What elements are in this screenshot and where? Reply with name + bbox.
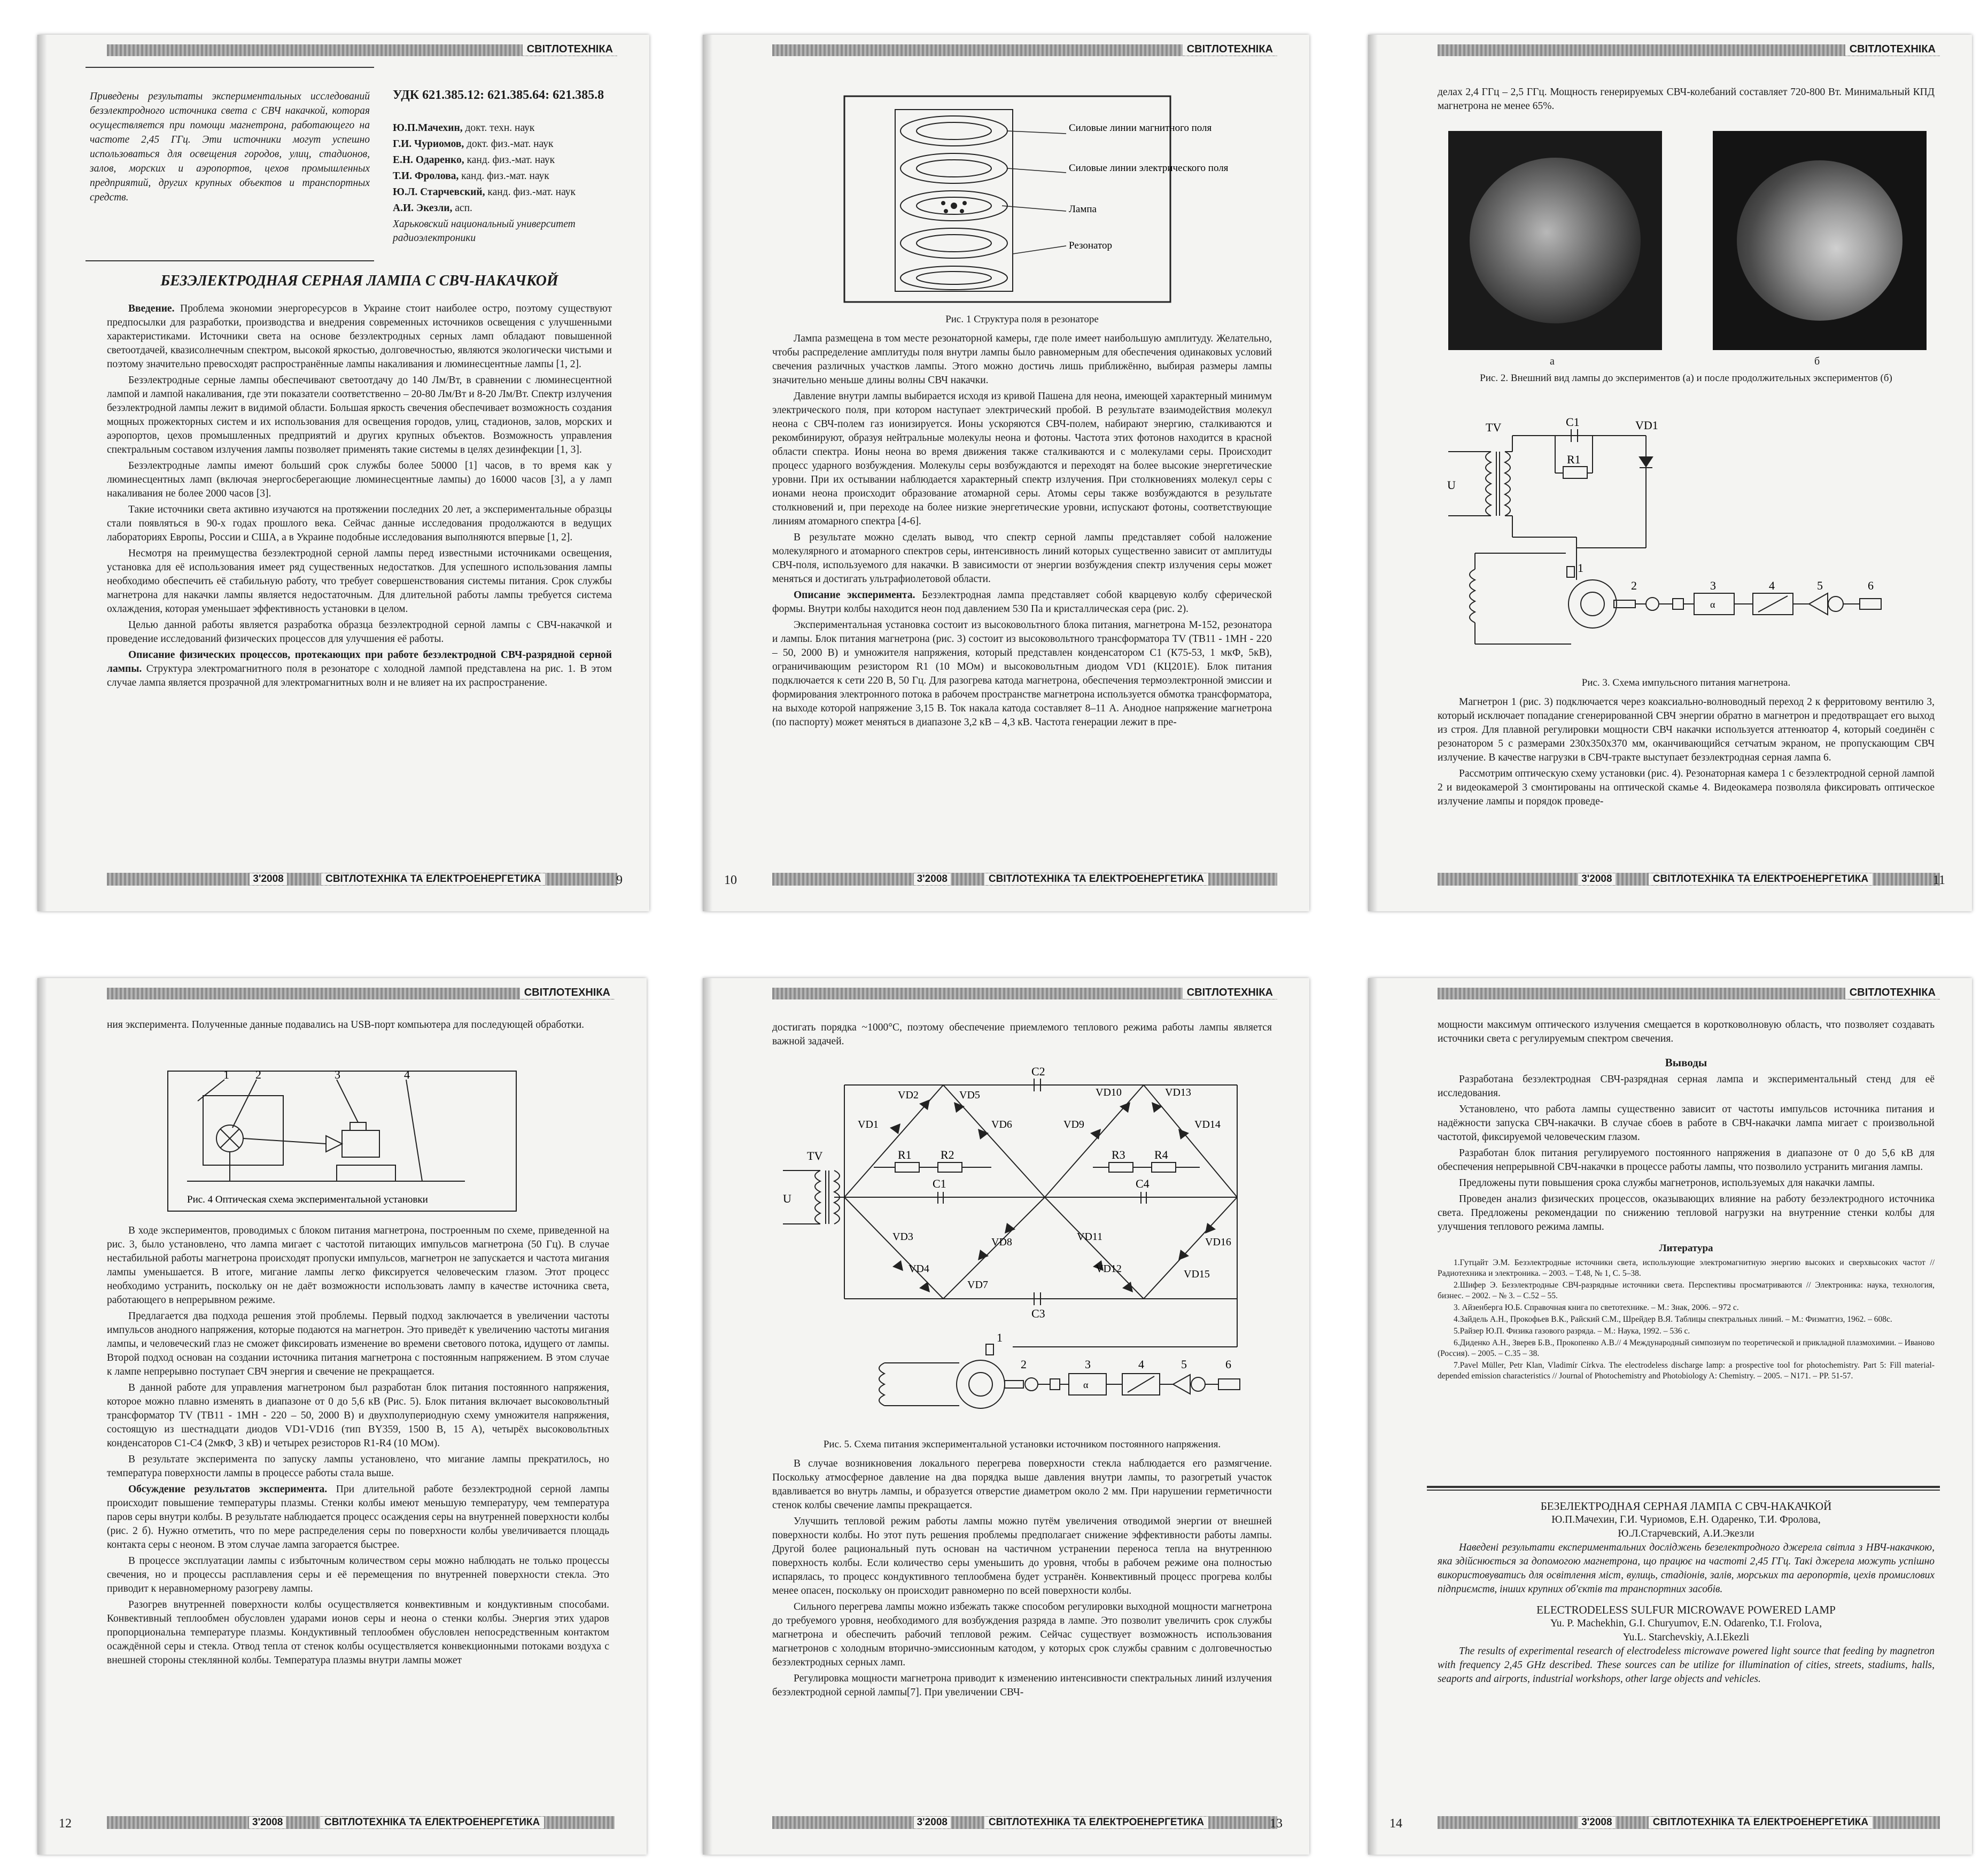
running-header: СВІТЛОТЕХНІКА bbox=[523, 43, 617, 56]
body-text bbox=[772, 313, 1272, 732]
issue-number: 3'2008 bbox=[1578, 873, 1615, 885]
journal-name: СВІТЛОТЕХНІКА ТА ЕЛЕКТРОЕНЕРГЕТИКА bbox=[984, 873, 1208, 885]
filament-winding bbox=[1470, 569, 1475, 623]
conclusion-item: Разработан блок питания регулируемого постоянного напряжения в диапазоне от 0 до 5,6 кВ для обеспечения непрерывной СВЧ-накачки в процессе работы лампы, что позволило устранить мигания лампы. bbox=[1438, 1148, 1935, 1173]
label-vd6: VD6 bbox=[991, 1119, 1012, 1130]
page-10 bbox=[703, 35, 1309, 911]
author-degree: канд. физ.-мат. наук bbox=[485, 187, 576, 198]
page-footer-band bbox=[107, 873, 617, 886]
paragraph: Предлагается два подхода решения этой проблемы. Первый подход заключается в увеличении частоты импульсов анодного напряжения, которые подаются на магнетрон. Это приведёт к увеличению частоты мигания лампы, и человеческий глаз не сможет фиксировать изменение во времени светового потока, идущего от лампы. Второй подход основан на создании источника питания магнетрона с постоянным напряжением. В этом случае к лампе непрерывно поступает СВЧ энергия и свечение не прекращается. bbox=[107, 1311, 609, 1377]
article-title: БЕЗЭЛЕКТРОДНАЯ СЕРНАЯ ЛАМПА С СВЧ-НАКАЧКОЙ bbox=[160, 273, 558, 289]
label-vd13: VD13 bbox=[1165, 1087, 1191, 1098]
paragraph: Экспериментальная установка состоит из высоковольтного блока питания, магнетрона М-152, резонатора и лампы. Блок питания магнетрона (рис. 3) состоит из высоковольтного трансформатора TV (ТВ11 - 1МН - 220 – 50, 2000 В) и умножителя напряжения, который представлен конденсатором С1 (К75-53, 1 мкФ, 5кВ), ограничивающим резистором R1 (10 МОм) и высоковольтным диодом VD1 (КЦ201Е). Блок питания подключается к сети 220 В, 50 Гц. Для разогрева катода магнетрона, обеспечения термоэлектронной эмиссии и формирования электронного потока в рабочем пространстве магнетрона используется обмотка трансформатора, на выходе которой напряжение 3,15 В. Ток накала катода составляет 8–11 А. Анодное напряжение магнетрона (по паспорту) может меняться в диапазоне 3,2 кВ – 4,3 кВ. Частота генерации лежит в пре- bbox=[772, 619, 1272, 728]
label-c1: C1 bbox=[933, 1177, 946, 1190]
page-number: 14 bbox=[1389, 1817, 1402, 1831]
ua-authors: Ю.Л.Старчевский, А.И.Экезли bbox=[1618, 1528, 1754, 1539]
udk-code: УДК 621.385.12: 621.385.64: 621.385.8 bbox=[393, 88, 604, 102]
paragraph: Несмотря на преимущества безэлектродной серной лампы перед известными источниками освещения, установка для её использования имеет ряд существенных недостатков. Для успешного использования лампы необходимо обеспечить её стабильную работу, что требует совершенствования системы питания. Срок службы магнетрона для накачки лампы является недостаточным. Для длительной работы лампы требуется система охлаждения, которая уменьшает эффективность установки в целом. bbox=[107, 548, 612, 615]
lamp-bulb bbox=[1470, 158, 1641, 323]
author-entry bbox=[393, 200, 576, 216]
paragraph: Улучшить тепловой режим работы лампы можно путём увеличения отводимой энергии от внешней поверхности колбы. Но этот путь решения проблемы предполагает снижение эффективности работы лампы. Другой более рациональный путь основан на частичном устранении переноса тепла на внутреннюю поверхность колбы. Если количество серы уменьшить до уровня, чтобы в рабочем режиме она полностью испарялась, то процесс кондуктивного теплообмена будет устранён. Конвективный процесс прогрева колбы менее опасен, поскольку он происходит равномерно по всей поверхности колбы. bbox=[772, 1516, 1272, 1596]
reference-item: 4.Зайдель А.Н., Прокофьев В.К., Райский С.М., Шрейдер В.Я. Таблицы спектральных линий. – М.: Физматгиз, 1962. – 608с. bbox=[1454, 1315, 1892, 1324]
issue-number: 3'2008 bbox=[250, 873, 286, 885]
issue-number: 3'2008 bbox=[914, 1817, 951, 1828]
author-entry bbox=[393, 184, 576, 200]
paragraph: В процессе эксплуатации лампы с избыточным количеством серы можно наблюдать не только процессы свечения, но и процессы расплавления серы и её перемещения по внутренней поверхности стекла. Это приводит к неравномерному разогреву лампы. bbox=[107, 1555, 609, 1594]
page-header-band bbox=[772, 988, 1277, 999]
label-2: 2 bbox=[255, 1068, 261, 1081]
paragraph: Целью данной работы является разработка образца безэлектродной серной лампы с СВЧ-накачкой и проведение исследований физических процессов для улучшения её работы. bbox=[107, 619, 612, 645]
author-list bbox=[393, 120, 576, 216]
page-number: 12 bbox=[59, 1817, 72, 1831]
author-entry bbox=[393, 136, 576, 152]
author-entry bbox=[393, 120, 576, 136]
running-header: СВІТЛОТЕХНІКА bbox=[1845, 43, 1940, 56]
journal-name: СВІТЛОТЕХНІКА ТА ЕЛЕКТРОЕНЕРГЕТИКА bbox=[320, 1817, 544, 1828]
label-vd5: VD5 bbox=[959, 1089, 980, 1101]
photo-label-b: б bbox=[1814, 355, 1820, 367]
resonator-body bbox=[895, 110, 1013, 291]
page-header-band bbox=[107, 988, 615, 999]
page-header-band bbox=[1438, 988, 1940, 999]
author-name: Ю.П.Мачехин, bbox=[393, 122, 463, 134]
page-footer-band bbox=[1438, 873, 1940, 886]
conclusions-heading: Выводы bbox=[1665, 1056, 1707, 1069]
paragraph: Структура электромагнитного поля в резонаторе с холодной лампой представлена на рис. 1. В этом случае лампа является прозрачной для электромагнитных волн и не влияет на их распространение. bbox=[107, 663, 612, 688]
author-entry bbox=[393, 152, 576, 168]
photo-label-a: а bbox=[1550, 355, 1555, 367]
page-number: 10 bbox=[724, 873, 737, 887]
journal-name: СВІТЛОТЕХНІКА ТА ЕЛЕКТРОЕНЕРГЕТИКА bbox=[321, 873, 545, 885]
label-vd14: VD14 bbox=[1194, 1119, 1221, 1130]
label-vd10: VD10 bbox=[1096, 1087, 1122, 1098]
en-authors: Yu.L. Starchevskiy, A.I.Ekezli bbox=[1622, 1632, 1750, 1643]
section-heading: Обсуждение результатов эксперимента. bbox=[128, 1484, 328, 1495]
paragraph: В ходе экспериментов, проводимых с блоком питания магнетрона, построенным по схеме, приведенной на рис. 3, было установлено, что лампа мигает с частотой питающих импульсов магнетрона (50 Гц). В случае нестабильной работы магнетрона происходят пропуски импульсов, магнетрон не запускается и частота мигания лампы уменьшается. В итоге, мигание лампы легко фиксируется человеческим глазом. Этот процесс необходимо устранить, поскольку он не даёт возможности использовать лампу в качестве источника света, работающего в непрерывном режиме. bbox=[107, 1225, 609, 1306]
paragraph: Лампа размещена в том месте резонаторной камеры, где поле имеет наибольшую амплитуду. Желательно, чтобы распределение амплитуды поля внутри лампы было равномерным для обеспечения одинаковых условий свечения различных участков лампы. Этого можно достичь лишь приближённо, выбирая размеры лампы значительно меньше длины волны СВЧ накачки. bbox=[772, 333, 1272, 386]
label-c1: C1 bbox=[1566, 415, 1580, 429]
figure-3-circuit bbox=[1443, 415, 1924, 671]
ua-title: БЕЗЕЛЕКТРОДНАЯ СЕРНАЯ ЛАМПА С СВЧ-НАКАЧКОЙ bbox=[1540, 1500, 1832, 1513]
paragraph: В результате можно сделать вывод, что спектр серной лампы представляет собой наложение молекулярного и атомарного спектров серы, интенсивность линий которых существенно зависит от амплитуды СВЧ-поля, используемого для накачки. В зависимости от энергии возбуждения спектр излучения серы может меняться и достигать ультрафиолетовой области. bbox=[772, 532, 1272, 585]
paragraph: Разогрев внутренней поверхности колбы осуществляется конвективным и кондуктивным способами. Конвективный теплообмен обусловлен ударами ионов серы и неона о стенки колбы. Энергия этих ударов пропорциональна температуре плазмы. Кондуктивный теплообмен обусловлен непосредственным контактом осаждённой серы и стекла. Отвод тепла от стенок колбы осуществляется конвекционными потоками воздуха с внешней стороны стеклянной колбы. Температура плазмы внутри лампы может bbox=[107, 1599, 609, 1666]
label-alpha: α bbox=[1710, 599, 1715, 610]
figure-5-caption: Рис. 5. Схема питания экспериментальной установки источником постоянного напряжения. bbox=[823, 1439, 1221, 1450]
page-number: 11 bbox=[1932, 873, 1945, 887]
label-1: 1 bbox=[997, 1331, 1003, 1344]
conclusion-item: Предложены пути повышения срока службы магнетронов, используемых для накачки лампы. bbox=[1459, 1177, 1875, 1189]
figure-5-circuit bbox=[778, 1064, 1259, 1427]
tv-primary bbox=[815, 1170, 820, 1224]
author-degree: канд. физ.-мат. наук bbox=[459, 170, 549, 182]
label-vd4: VD4 bbox=[908, 1263, 929, 1275]
label-electric: Силовые линии электрического поля bbox=[1069, 162, 1229, 174]
body-text bbox=[772, 1438, 1272, 1702]
label-vd12: VD12 bbox=[1096, 1263, 1122, 1275]
label-1: 1 bbox=[223, 1068, 229, 1081]
author-name: Ю.Л. Старчевский, bbox=[393, 187, 485, 198]
label-vd8: VD8 bbox=[991, 1236, 1012, 1248]
paragraph: При длительной работе безэлектродной серной лампы происходит повышение температуры плазмы. Стенки колбы имеют меньшую температуру, чем температура паров серы внутри колбы. В результате наблюдается процесс осаждения серы на внутренней поверхности колбы (рис. 2 б). Нужно отметить, что по мере распределения серы по поверхности колбы увеличивается площадь контакта серы с неоном. В этом случае лампа загорается быстрее. bbox=[107, 1484, 610, 1551]
lamp-center bbox=[941, 201, 967, 213]
label-vd9: VD9 bbox=[1063, 1119, 1084, 1130]
page-footer-band bbox=[107, 1816, 615, 1829]
figure-4-optical-scheme bbox=[166, 1069, 518, 1213]
page-9 bbox=[37, 35, 649, 911]
page-13 bbox=[703, 978, 1309, 1855]
en-title: ELECTRODELESS SULFUR MICROWAVE POWERED LAMP bbox=[1536, 1603, 1836, 1616]
label-2: 2 bbox=[1021, 1358, 1027, 1371]
diode-glyphs bbox=[890, 1099, 1216, 1292]
paragraph: Такие источники света активно изучаются на протяжении последних 20 лет, а экспериментальные образцы стали появляться в 90-х годах прошлого века. Сейчас данные исследования продолжаются в ведущих лабораториях Европы, России и США, а в Украине подобные исследования выполняются впервые [1, 2]. bbox=[107, 504, 612, 543]
label-u: U bbox=[783, 1192, 791, 1205]
page-number: 9 bbox=[616, 873, 623, 887]
author-degree: асп. bbox=[452, 203, 472, 214]
author-name: Т.И. Фролова, bbox=[393, 170, 459, 182]
paragraph: Регулировка мощности магнетрона приводит к изменению интенсивности спектральных линий излучения безэлектродной серной лампы[7]. При увеличении СВЧ- bbox=[772, 1673, 1272, 1698]
section-heading: Описание физических процессов, протекающих при работе безэлектродной СВЧ-разрядной серной лампы. bbox=[107, 649, 612, 675]
label-6: 6 bbox=[1225, 1358, 1231, 1371]
paragraph: ния эксперимента. Полученные данные подавались на USB-порт компьютера для последующей обработки. bbox=[107, 1019, 585, 1030]
body-text bbox=[107, 302, 612, 692]
running-header: СВІТЛОТЕХНІКА bbox=[1183, 43, 1277, 56]
intro-heading: Введение. bbox=[128, 303, 175, 314]
label-c4: C4 bbox=[1136, 1177, 1150, 1190]
figure-2-caption: Рис. 2. Внешний вид лампы до экспериментов (а) и после продолжительных экспериментов (б) bbox=[1480, 373, 1892, 384]
running-header: СВІТЛОТЕХНІКА bbox=[520, 987, 615, 999]
label-1: 1 bbox=[1578, 561, 1583, 575]
running-header: СВІТЛОТЕХНІКА bbox=[1183, 987, 1277, 999]
paragraph: мощности максимум оптического излучения смещается в коротковолновую область, что позволяет создавать источники света с регулируемым спектром свечения. bbox=[1438, 1019, 1935, 1044]
paragraph: Безэлектродные серные лампы обеспечивают светоотдачу до 140 Лм/Вт, в сравнении с люминесцентной лампой и лампой накаливания, где эти показатели соответственно – 20-80 Лм/Вт и 8-20 Лм/Вт. Спектр излучения безэлектродной лампы лежит в видимой области. Большая яркость свечения обеспечивает возможность создания мощных прожекторных систем и их использования для освещения городов, улиц, стадионов, залов, морских и аэропортов, цехов промышленных предприятий и других крупных объектов. Возможность управления спектральным составом излучения лампы позволяет применять такие системы в целях дезинфекции [1, 3]. bbox=[107, 375, 612, 455]
label-c2: C2 bbox=[1031, 1065, 1045, 1078]
issue-number: 3'2008 bbox=[914, 873, 951, 885]
author-degree: докт. физ.-мат. наук bbox=[464, 138, 554, 150]
label-3: 3 bbox=[1710, 579, 1716, 592]
label-r1: R1 bbox=[1567, 453, 1581, 466]
issue-number: 3'2008 bbox=[1578, 1817, 1615, 1828]
label-vd2: VD2 bbox=[898, 1089, 919, 1101]
tv-secondary bbox=[1505, 452, 1510, 516]
affiliation: Харьковский национальный университет радиоэлектроники bbox=[393, 219, 576, 244]
label-tv: TV bbox=[1486, 421, 1502, 434]
page-footer-band bbox=[1438, 1816, 1940, 1829]
conclusion-item: Проведен анализ физических процессов, оказывающих влияние на работу безэлектродного источника света. Предложены рекомендации по снижению тепловой нагрузки на внутренние стенки колбы для улучшения теплового режима лампы. bbox=[1438, 1193, 1935, 1232]
conclusion-item: Установлено, что работа лампы существенно зависит от частоты импульсов источника питания и надёжности запуска СВЧ-накачки. В случае сбоев в работе в СВЧ-накачки лампа мигает с произвольной частотой, фиксируемой человеческим глазом. bbox=[1438, 1104, 1935, 1143]
paragraph: В данной работе для управления магнетроном был разработан блок питания постоянного напряжения, которое можно плавно изменять в диапазоне от 0 до 5,6 кВ (Рис. 5). Блок питания включает высоковольтный трансформатор TV (ТВ11 - 1МН - 220 – 50, 2000 В) и двухполупериодную схему умножителя напряжения, состоящую из шестнадцати диодов VD1-VD16 (тип BY359, 1500 В, 15 А), четырёх высоковольтных конденсаторов С1-С4 (2мкФ, 3 кВ) и четырех резисторов R1-R4 (10 МОм). bbox=[107, 1382, 609, 1449]
label-4: 4 bbox=[1138, 1358, 1144, 1371]
en-abstract: The results of experimental research of electrodeless microwave powered light source that feeding by magnetron with frequency 2,45 GHz described. These sources can be utilize for illumination of cities, streets, stadiums, halls, seaports and airports, industrial workshops, other large objects and vehicles. bbox=[1438, 1646, 1935, 1685]
references-heading: Литература bbox=[1659, 1243, 1713, 1254]
paragraph: Проблема экономии энергоресурсов в Украине стоит наиболее остро, поэтому существуют предпосылки для разработки, производства и внедрения современных источников освещения с улучшенными характеристиками. Источники света на основе безэлектродных серных ламп обладают повышенной светоотдачей, квазисолнечным спектром, высокой яркостью, долговечностью, являются экологически чистыми и поэтому значительно превосходят распространённые лампы накаливания и люминесцентные лампы [1, 2]. bbox=[107, 303, 612, 370]
author-name: А.И. Экезли, bbox=[393, 203, 453, 214]
label-u: U bbox=[1447, 478, 1456, 492]
reference-item: 5.Райзер Ю.П. Физика газового разряда. – М.: Наука, 1992. – 536 с. bbox=[1454, 1327, 1690, 1336]
lamp-bulb bbox=[1737, 160, 1902, 321]
body-text bbox=[772, 1021, 1272, 1051]
photo-lamp-before bbox=[1448, 131, 1662, 350]
load-lamp bbox=[1218, 1379, 1240, 1390]
magnetron-symbol bbox=[1568, 580, 1617, 628]
reference-item: 2.Шифер Э. Безэлектродные СВЧ-разрядные источники света. Перспективы просматриваются // Электроника: наука, технология, бизнес. – 2002. – № 3. – С.52 – 55. bbox=[1438, 1281, 1935, 1300]
journal-name: СВІТЛОТЕХНІКА ТА ЕЛЕКТРОЕНЕРГЕТИКА bbox=[1649, 1817, 1873, 1828]
divider bbox=[1427, 1486, 1940, 1488]
author-name: Г.И. Чуриомов, bbox=[393, 138, 464, 150]
body-text bbox=[1438, 86, 1935, 115]
label-3: 3 bbox=[335, 1068, 340, 1081]
author-name: Е.Н. Одаренко, bbox=[393, 154, 464, 166]
author-degree: докт. техн. наук bbox=[462, 122, 535, 134]
paragraph: Магнетрон 1 (рис. 3) подключается через коаксиально-волноводный переход 2 к ферритовому вентилю 3, который исключает попадание сгенерированной СВЧ энергии обратно в магнетрон и предотвращает его выход из строя. Для плавной регулировки мощности СВЧ накачки используется аттенюатор 4, который соединён с резонатором 5 с размерами 230х350х370 мм, оканчивающийся сетчатым экраном, не пропускающим СВЧ излучение. В качестве нагрузки в СВЧ-тракте выступает безэлектродная серная лампа 6. bbox=[1438, 696, 1935, 763]
figure-4-caption: Рис. 4 Оптическая схема экспериментальной установки bbox=[187, 1194, 428, 1205]
divider bbox=[1427, 1490, 1940, 1491]
figure-caption: Рис. 1 Структура поля в резонаторе bbox=[945, 314, 1099, 325]
author-degree: канд. физ.-мат. наук bbox=[464, 154, 555, 166]
label-vd3: VD3 bbox=[892, 1231, 913, 1243]
label-5: 5 bbox=[1817, 579, 1823, 592]
label-vd15: VD15 bbox=[1184, 1268, 1210, 1280]
label-resonator: Резонатор bbox=[1069, 240, 1113, 251]
intro-box-text: Приведены результаты экспериментальных исследований безэлектродного источника света с СВЧ накачкой, которая осуществляется при помощи магнетрона, работающего на частоте 2,45 ГГц. Эти источники могут успешно использоваться для освещения городов, улиц, стадионов, залов, морских и аэропортов, цехов промышленных предприятий, других крупных объектов и транспортных средств. bbox=[90, 91, 370, 203]
page-header-band bbox=[772, 44, 1277, 56]
conclusion-item: Разработана безэлектродная СВЧ-разрядная серная лампа и экспериментальный стенд для её исследования. bbox=[1438, 1074, 1935, 1099]
body-text bbox=[107, 1018, 609, 1034]
running-header: СВІТЛОТЕХНІКА bbox=[1845, 987, 1940, 999]
tv-primary bbox=[1486, 452, 1491, 516]
resonator-horn bbox=[1173, 1375, 1190, 1394]
figure-3-caption: Рис. 3. Схема импульсного питания магнетрона. bbox=[1581, 677, 1791, 688]
label-r2: R2 bbox=[941, 1148, 954, 1161]
label-c3: C3 bbox=[1031, 1307, 1045, 1320]
reference-item: 3. Айзенберга Ю.Б. Справочная книга по светотехнике. – М.: Знак, 2006. – 972 с. bbox=[1454, 1303, 1739, 1312]
resonator-horn bbox=[1809, 593, 1828, 615]
paragraph: Давление внутри лампы выбирается исходя из кривой Пашена для неона, имеющей характерный минимум электрического поля, при котором наступает электрический пробой. В результате взаимодействия молекул неона с СВЧ-полем газ ионизируется. Ионы ускоряются СВЧ-полем, набирают энергию, сталкиваются и рекомбинируют, образуя нейтральные молекулы неона и фотоны. Частота этих фотонов находится в красной области спектра. Ионы неона во время движения также сталкиваются и с молекулами серы. Происходит процесс ударного возбуждения. Молекулы серы возбуждаются и переходят на более высокие энергетические уровни. При их остывании наблюдается характерный спектр излучения. При столкновениях молекул серы с ионами неона происходит образование атомарной серы. Атомы серы также возбуждаются в результате столкновений и, при переходе на более низкие энергетические уровни, испускают фотоны, соответствующие линиям атомарного спектра [4-6]. bbox=[772, 391, 1272, 527]
page-header-band bbox=[1438, 44, 1940, 56]
label-vd7: VD7 bbox=[967, 1279, 988, 1291]
section-heading: Описание эксперимента. bbox=[794, 590, 915, 601]
body-text bbox=[1438, 1018, 1935, 1383]
author-entry bbox=[393, 168, 576, 184]
magnetron-symbol bbox=[957, 1360, 1005, 1408]
body-text bbox=[107, 1224, 609, 1670]
issue-number: 3'2008 bbox=[249, 1817, 286, 1828]
figure-1-resonator bbox=[842, 94, 1229, 307]
label-2: 2 bbox=[1631, 579, 1637, 592]
reference-item: 6.Диденко А.Н., Зверев Б.В., Прокопенко А.В.// 4 Международный симпозиум по теоретической и прикладной плазмохимии. – Иваново (Россия). – 2005. – С.35 – 38. bbox=[1438, 1338, 1935, 1358]
label-r1: R1 bbox=[898, 1148, 912, 1161]
page-14 bbox=[1368, 978, 1972, 1855]
reference-item: 1.Гутцайт Э.М. Безэлектродные источники света, использующие электромагнитную энергию высоких и сверхвысоких частот // Радиотехника и электроника. – 2003. – Т.48, № 1, С. 5–38. bbox=[1438, 1258, 1935, 1278]
summary-block bbox=[1438, 1499, 1935, 1688]
paragraph: Рассмотрим оптическую схему установки (рис. 4). Резонаторная камера 1 с безэлектродной серной лампой 2 и видеокамерой 3 смонтированы на оптической скамье 4. Видеокамера позволяла фиксировать оптическое излучение лампы и порядок проведе- bbox=[1438, 768, 1935, 807]
paragraph: Безэлектродные лампы имеют больший срок службы более 50000 [1] часов, в то время как у люминесцентных ламп (включая энергосберегающие люминесцентные лампы) до 16000 часов [3], а у ламп накаливания не более 2000 часов [3]. bbox=[107, 460, 612, 499]
paragraph: В случае возникновения локального перегрева поверхности стекла наблюдается его размягчение. Поскольку атмосферное давление на два порядка выше давления внутри лампы, то разогретый участок вдавливается во внутрь лампы, и образуется отверстие диаметром около 2 мм. При нарушении герметичности стенок колбы свечение лампы прекращается. bbox=[772, 1458, 1272, 1511]
paragraph: достигать порядка ~1000°С, поэтому обеспечение приемлемого теплового режима работы лампы является важной задачей. bbox=[772, 1022, 1272, 1047]
paragraph: Сильного перегрева лампы можно избежать также способом регулировки выходной мощности магнетрона до требуемого уровня, необходимого для возбуждения разряда в лампе. Это позволит увеличить срок службы магнетрона и обеспечить рабочий тепловой режим. Сейчас существует возможность использования магнетронов с холодным вторично-эмиссионным катодом, у которых срок службы сравним с долговечностью безэлектродных серных ламп. bbox=[772, 1601, 1272, 1668]
body-text bbox=[1438, 676, 1935, 811]
label-r3: R3 bbox=[1112, 1148, 1125, 1161]
intro-box bbox=[86, 67, 374, 261]
label-alpha: α bbox=[1083, 1379, 1089, 1390]
label-4: 4 bbox=[1769, 579, 1775, 592]
label-vd16: VD16 bbox=[1205, 1236, 1231, 1248]
reference-item: 7.Pavel Müller, Petr Klan, Vladimír Církva. The electrodeless discharge lamp: a prospective tool for photochemistry. Part 5: Fill material-depended emission characteristics // Journal of Photochemistry and Photobiology A: Chemistry. – 2005. – N171. – PP. 51-57. bbox=[1438, 1361, 1935, 1381]
ua-abstract: Наведені результати експериментальних досліджень безелектродного джерела світла з НВЧ-накачкою, яка здійснюється за допомогою магнетрона, що працює на частоті 2,45 ГГц. Такі джерела можуть успішно використовуватись для освітлення міст, вулиць, стадіонів, залів, морських та аеропортів, цехів промислових підприємств, інших крупних об'єктів та транспортних засобів. bbox=[1438, 1542, 1935, 1595]
load-lamp bbox=[1860, 599, 1881, 609]
en-authors: Yu. P. Machekhin, G.I. Churyumov, E.N. Odarenko, T.I. Frolova, bbox=[1550, 1618, 1822, 1629]
label-vd11: VD11 bbox=[1077, 1231, 1103, 1243]
page-12 bbox=[37, 978, 647, 1855]
ua-authors: Ю.П.Мачехин, Г.И. Чуриомов, Е.Н. Одаренко, Т.И. Фролова, bbox=[1551, 1514, 1821, 1525]
label-4: 4 bbox=[404, 1068, 410, 1081]
page-11 bbox=[1368, 35, 1972, 911]
page-header-band bbox=[107, 44, 617, 56]
page-number: 13 bbox=[1270, 1817, 1283, 1831]
label-5: 5 bbox=[1181, 1358, 1187, 1371]
label-vd1: VD1 bbox=[1635, 418, 1658, 432]
label-magnetic: Силовые линии магнитного поля bbox=[1069, 122, 1212, 134]
journal-name: СВІТЛОТЕХНІКА ТА ЕЛЕКТРОЕНЕРГЕТИКА bbox=[984, 1817, 1208, 1828]
label-vd1: VD1 bbox=[858, 1119, 879, 1130]
page-footer-band bbox=[772, 1816, 1277, 1829]
paragraph: Безэлектродная лампа представляет собой кварцевую колбу сферической формы. Внутри колбы находится неон под давлением 530 Па и кристаллическая сера (рис. 2). bbox=[772, 590, 1272, 615]
photo-lamp-after bbox=[1713, 131, 1927, 350]
label-tv: TV bbox=[807, 1149, 823, 1162]
label-r4: R4 bbox=[1154, 1148, 1168, 1161]
label-lamp: Лампа bbox=[1069, 204, 1097, 215]
page-footer-band bbox=[772, 873, 1277, 886]
label-6: 6 bbox=[1868, 579, 1874, 592]
journal-name: СВІТЛОТЕХНІКА ТА ЕЛЕКТРОЕНЕРГЕТИКА bbox=[1649, 873, 1873, 885]
camera-body bbox=[342, 1130, 379, 1157]
filament-winding bbox=[879, 1363, 884, 1406]
paragraph: делах 2,4 ГГц – 2,5 ГГц. Мощность генерируемых СВЧ-колебаний составляет 720-800 Вт. Минимальный КПД магнетрона не менее 65%. bbox=[1438, 87, 1935, 112]
paragraph: В результате эксперимента по запуску лампы установлено, что мигание лампы прекратилось, но температура поверхности лампы в процессе работы стала выше. bbox=[107, 1454, 609, 1479]
reference-list bbox=[1438, 1258, 1935, 1382]
label-3: 3 bbox=[1085, 1358, 1091, 1371]
